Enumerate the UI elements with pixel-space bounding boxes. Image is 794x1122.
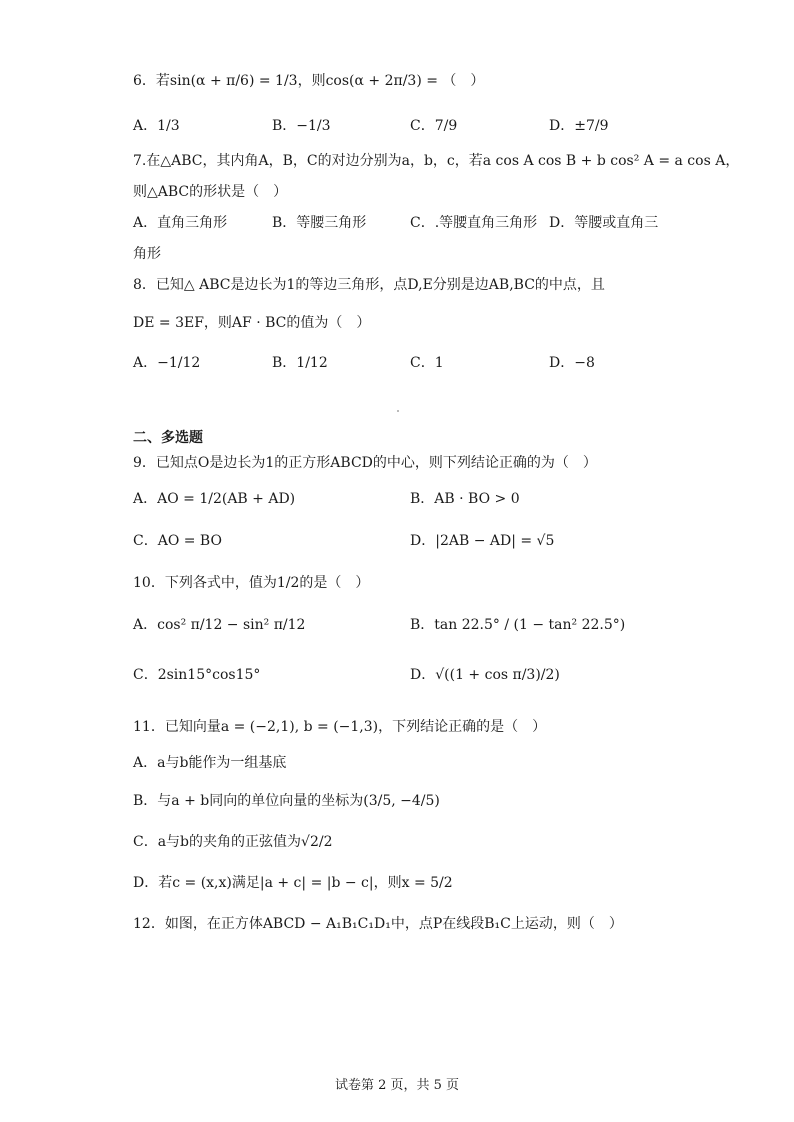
q9-option-a: A．AO = 1/2(AB + AD) [133, 491, 296, 507]
q8-option-d: D．−8 [549, 355, 595, 371]
q7-option-d: D．等腰或直角三 [549, 215, 659, 231]
q7-stem-line2: 则△ABC的形状是（ ） [133, 184, 288, 200]
q9-option-d: D．|2AB − AD| = √5 [410, 533, 555, 549]
q10-stem: 10．下列各式中，值为1/2的是（ ） [133, 575, 370, 591]
q7-option-c: C．.等腰直角三角形 [410, 215, 538, 231]
q7-option-d-continued: 角形 [133, 246, 161, 262]
q9-option-c: C．AO = BO [133, 533, 222, 549]
q6-option-a: A．1/3 [133, 118, 180, 134]
q11-option-b: B．与a + b同向的单位向量的坐标为(3/5, −4/5) [133, 793, 440, 809]
q8-stem-line2: DE = 3EF，则AF · BC的值为（ ） [133, 315, 371, 331]
q6-option-d: D．±7/9 [549, 118, 609, 134]
q11-option-d: D．若c = (x,x)满足|a + c| = |b − c|，则x = 5/2 [133, 875, 453, 891]
q10-option-a: A．cos² π/12 − sin² π/12 [133, 617, 306, 633]
q8-option-b: B．1/12 [272, 355, 328, 371]
q10-option-d: D．√((1 + cos π/3)/2) [410, 667, 560, 683]
q6-option-b: B．−1/3 [272, 118, 331, 134]
scan-dot [397, 410, 399, 412]
q8-stem-line1: 8．已知△ ABC是边长为1的等边三角形，点D,E分别是边AB,BC的中点，且 [133, 277, 605, 293]
q8-option-a: A．−1/12 [133, 355, 201, 371]
q7-option-a: A．直角三角形 [133, 215, 228, 231]
page-footer: 试卷第 2 页，共 5 页 [334, 1078, 460, 1093]
q6-stem: 6．若sin(α + π/6) = 1/3，则cos(α + 2π/3) = （ ） [133, 73, 485, 89]
q7-stem-line1: 7.在△ABC，其内角A，B，C的对边分别为a，b，c，若a cos A cos B + b cos² A = a cos A， [133, 153, 740, 169]
q11-option-a: A．a与b能作为一组基底 [133, 755, 287, 771]
q10-option-c: C．2sin15°cos15° [133, 667, 261, 683]
q8-option-c: C．1 [410, 355, 444, 371]
q9-option-b: B．AB · BO > 0 [410, 491, 520, 507]
q10-option-b: B．tan 22.5° / (1 − tan² 22.5°) [410, 617, 626, 633]
q12-stem: 12．如图，在正方体ABCD − A₁B₁C₁D₁中，点P在线段B₁C上运动，则（ ） [133, 916, 623, 932]
q7-option-b: B．等腰三角形 [272, 215, 367, 231]
q6-option-c: C．7/9 [410, 118, 458, 134]
q11-stem: 11．已知向量a = (−2,1), b = (−1,3)，下列结论正确的是（ ） [133, 719, 547, 735]
q11-option-c: C．a与b的夹角的正弦值为√2/2 [133, 834, 333, 850]
section-heading: 二、多选题 [133, 430, 203, 446]
q9-stem: 9．已知点O是边长为1的正方形ABCD的中心，则下列结论正确的为（ ） [133, 455, 597, 471]
